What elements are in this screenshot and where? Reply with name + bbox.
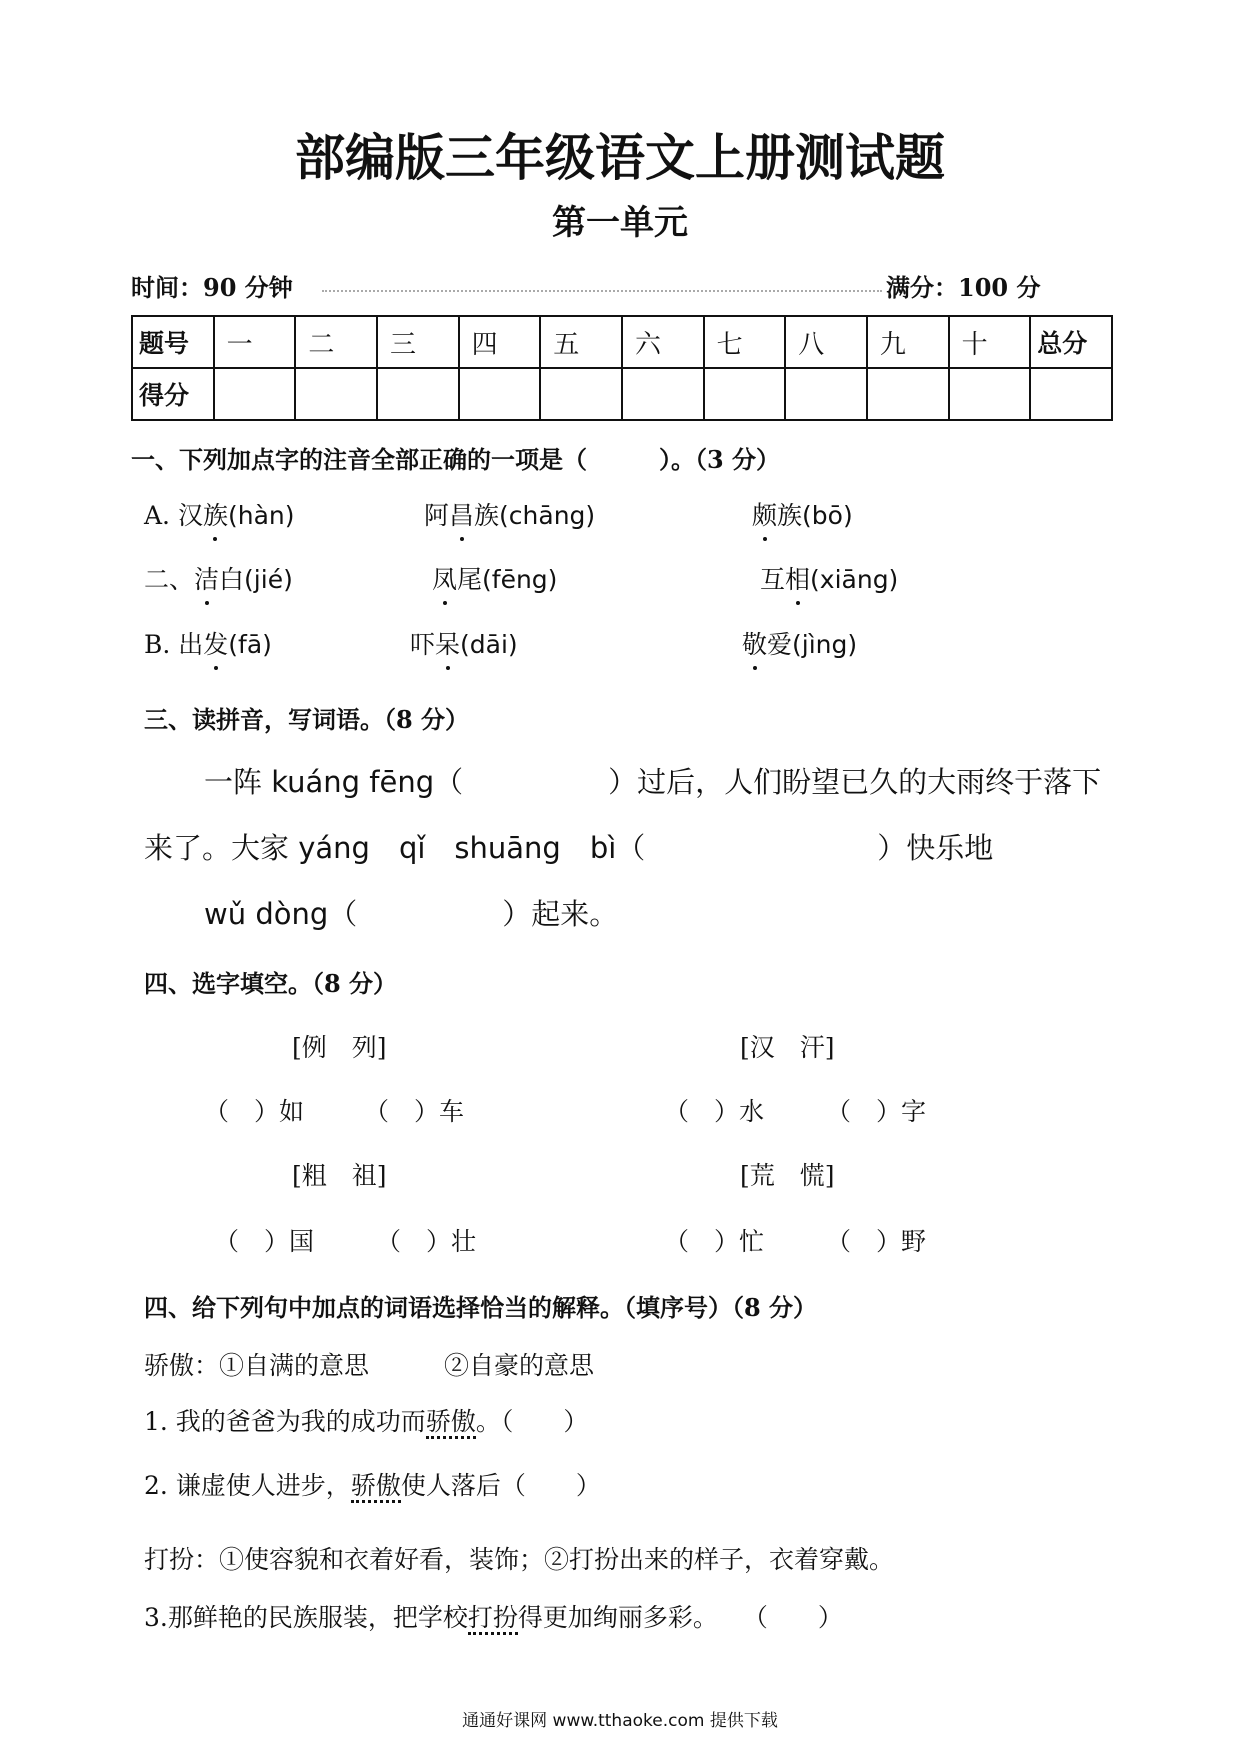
q4-blank[interactable]: （ ）国 — [214, 1227, 315, 1256]
score-cell[interactable] — [622, 368, 704, 420]
q1-pinyin: (hàn) — [227, 501, 295, 530]
q1-option-row — [144, 496, 295, 532]
q1-row-prefix: B. — [144, 630, 179, 659]
page-subtitle: 第一单元 — [552, 203, 688, 243]
q1-heading: 一、下列加点字的注音全部正确的一项是（ ）。（3 分） — [131, 445, 781, 474]
footer-credit: 通通好课网 www.tthaoke.com 提供下载 — [462, 1711, 778, 1731]
q3-heading: 三、读拼音，写词语。（8 分） — [144, 705, 470, 734]
score-cell[interactable] — [785, 368, 867, 420]
score-cell[interactable] — [949, 368, 1031, 420]
q4-blank[interactable]: （ ）忙 — [664, 1227, 765, 1256]
q5-dotted-word: 骄傲 — [426, 1407, 476, 1439]
score-table-col: 三 — [377, 316, 459, 368]
score-table-header-row — [132, 316, 1112, 368]
q1-pinyin: (jìng) — [792, 630, 858, 659]
q1-dotted-char: 相 — [785, 560, 810, 596]
q1-dotted-char: 昌 — [449, 496, 474, 532]
score-cell[interactable] — [867, 368, 949, 420]
q4-char-choice: [例 列] — [292, 1033, 387, 1062]
q5-sentence — [144, 1598, 843, 1634]
q5-definition: 骄傲：①自满的意思 ②自豪的意思 — [144, 1351, 595, 1380]
q1-word: 尾 — [457, 565, 483, 594]
score-table-row-head: 得分 — [132, 368, 214, 420]
q1-pinyin: (xiāng) — [810, 565, 899, 594]
q1-option-row — [144, 625, 272, 661]
q1-option-item — [742, 625, 857, 661]
q1-pinyin: (dāi) — [460, 630, 518, 659]
score-table-col: 四 — [459, 316, 541, 368]
q5-definition: 打扮：①使容貌和衣着好看，装饰；②打扮出来的样子，衣着穿戴。 — [144, 1545, 895, 1574]
q4-blank[interactable]: （ ）车 — [364, 1097, 465, 1126]
q1-dotted-char: 凤 — [432, 560, 457, 596]
q1-dotted-char: 敬 — [742, 625, 767, 661]
q5-answer-blank[interactable]: 使人落后（ ） — [400, 1471, 601, 1500]
score-cell[interactable] — [214, 368, 296, 420]
q4-blank[interactable]: （ ）水 — [664, 1097, 765, 1126]
q1-dotted-char: 呆 — [435, 625, 460, 661]
score-cell[interactable] — [295, 368, 377, 420]
score-table-row-head: 题号 — [132, 316, 214, 368]
q1-word: 爱 — [767, 630, 793, 659]
page-title: 部编版三年级语文上册测试题 — [295, 128, 945, 187]
q1-row-prefix: 二、 — [144, 565, 195, 594]
q1-option-item — [432, 560, 557, 596]
q1-option-item — [410, 625, 518, 661]
q4-char-choice: [汉 汗] — [740, 1033, 835, 1062]
q5-sentence — [144, 1466, 601, 1502]
q1-dotted-char: 族 — [203, 496, 228, 532]
score-table — [131, 315, 1113, 421]
q1-pinyin: (bō) — [802, 501, 853, 530]
q1-word: 白 — [219, 565, 245, 594]
q5-dotted-word: 骄傲 — [351, 1471, 401, 1503]
q4-char-choice: [荒 慌] — [740, 1161, 835, 1190]
q1-pinyin: (fēng) — [482, 565, 558, 594]
q1-word: 阿 — [424, 501, 450, 530]
score-cell[interactable] — [459, 368, 541, 420]
q3-line: 来了。大家 yáng qǐ shuāng bì（ ）快乐地 — [144, 831, 994, 865]
score-label: 满分：100 分 — [886, 273, 1041, 302]
score-table-col: 一 — [214, 316, 296, 368]
q5-sentence-text: 1. 我的爸爸为我的成功而 — [144, 1407, 426, 1436]
score-cell[interactable] — [1030, 368, 1112, 420]
q4-blank[interactable]: （ ）壮 — [376, 1227, 477, 1256]
q1-pinyin: (jié) — [244, 565, 293, 594]
q1-word: 互 — [760, 565, 786, 594]
score-table-total: 总分 — [1030, 316, 1112, 368]
q1-pinyin: (fā) — [228, 630, 272, 659]
score-cell[interactable] — [377, 368, 459, 420]
q4-blank[interactable]: （ ）野 — [826, 1227, 927, 1256]
q5-sentence — [144, 1402, 588, 1438]
q5-dotted-word: 打扮 — [468, 1603, 518, 1635]
q5-answer-blank[interactable]: 得更加绚丽多彩。 （ ） — [517, 1603, 843, 1632]
q4-blank[interactable]: （ ）字 — [826, 1097, 927, 1126]
score-table-col: 六 — [622, 316, 704, 368]
score-cell[interactable] — [704, 368, 786, 420]
q4-char-choice: [粗 祖] — [292, 1161, 387, 1190]
q1-option-row — [144, 560, 293, 596]
score-table-col: 九 — [867, 316, 949, 368]
score-table-col: 七 — [704, 316, 786, 368]
q1-word: 吓 — [410, 630, 436, 659]
q1-option-item — [760, 560, 898, 596]
q1-option-item — [424, 496, 595, 532]
q5-sentence-text: 3.那鲜艳的民族服装，把学校 — [144, 1603, 468, 1632]
q3-line: 一阵 kuáng fēng（ ）过后，人们盼望已久的大雨终于落下 — [204, 765, 1102, 799]
score-table-col: 十 — [949, 316, 1031, 368]
q1-pinyin: (chāng) — [499, 501, 596, 530]
dotted-leader — [322, 290, 882, 292]
score-cell[interactable] — [540, 368, 622, 420]
q1-row-prefix: A. — [144, 501, 178, 530]
q1-word: 族 — [777, 501, 803, 530]
q1-word: 出 — [178, 630, 204, 659]
score-table-col: 二 — [295, 316, 377, 368]
score-table-col: 八 — [785, 316, 867, 368]
q1-dotted-char: 发 — [203, 625, 228, 661]
q4-blank[interactable]: （ ）如 — [204, 1097, 305, 1126]
q1-word: 汉 — [177, 501, 203, 530]
q5-answer-blank[interactable]: 。（ ） — [475, 1407, 589, 1436]
q1-dotted-char: 颇 — [752, 496, 777, 532]
q3-line: wǔ dòng（ ）起来。 — [204, 897, 619, 931]
score-table-col: 五 — [540, 316, 622, 368]
q5-sentence-text: 2. 谦虚使人进步， — [144, 1471, 351, 1500]
q1-option-item — [752, 496, 853, 532]
q5-heading: 四、给下列句中加点的词语选择恰当的解释。（填序号）（8 分） — [144, 1293, 818, 1322]
q1-word: 族 — [474, 501, 500, 530]
time-label: 时间：90 分钟 — [131, 273, 293, 302]
q1-dotted-char: 洁 — [194, 560, 219, 596]
q4-heading: 四、选字填空。（8 分） — [144, 969, 398, 998]
score-table-score-row — [132, 368, 1112, 420]
